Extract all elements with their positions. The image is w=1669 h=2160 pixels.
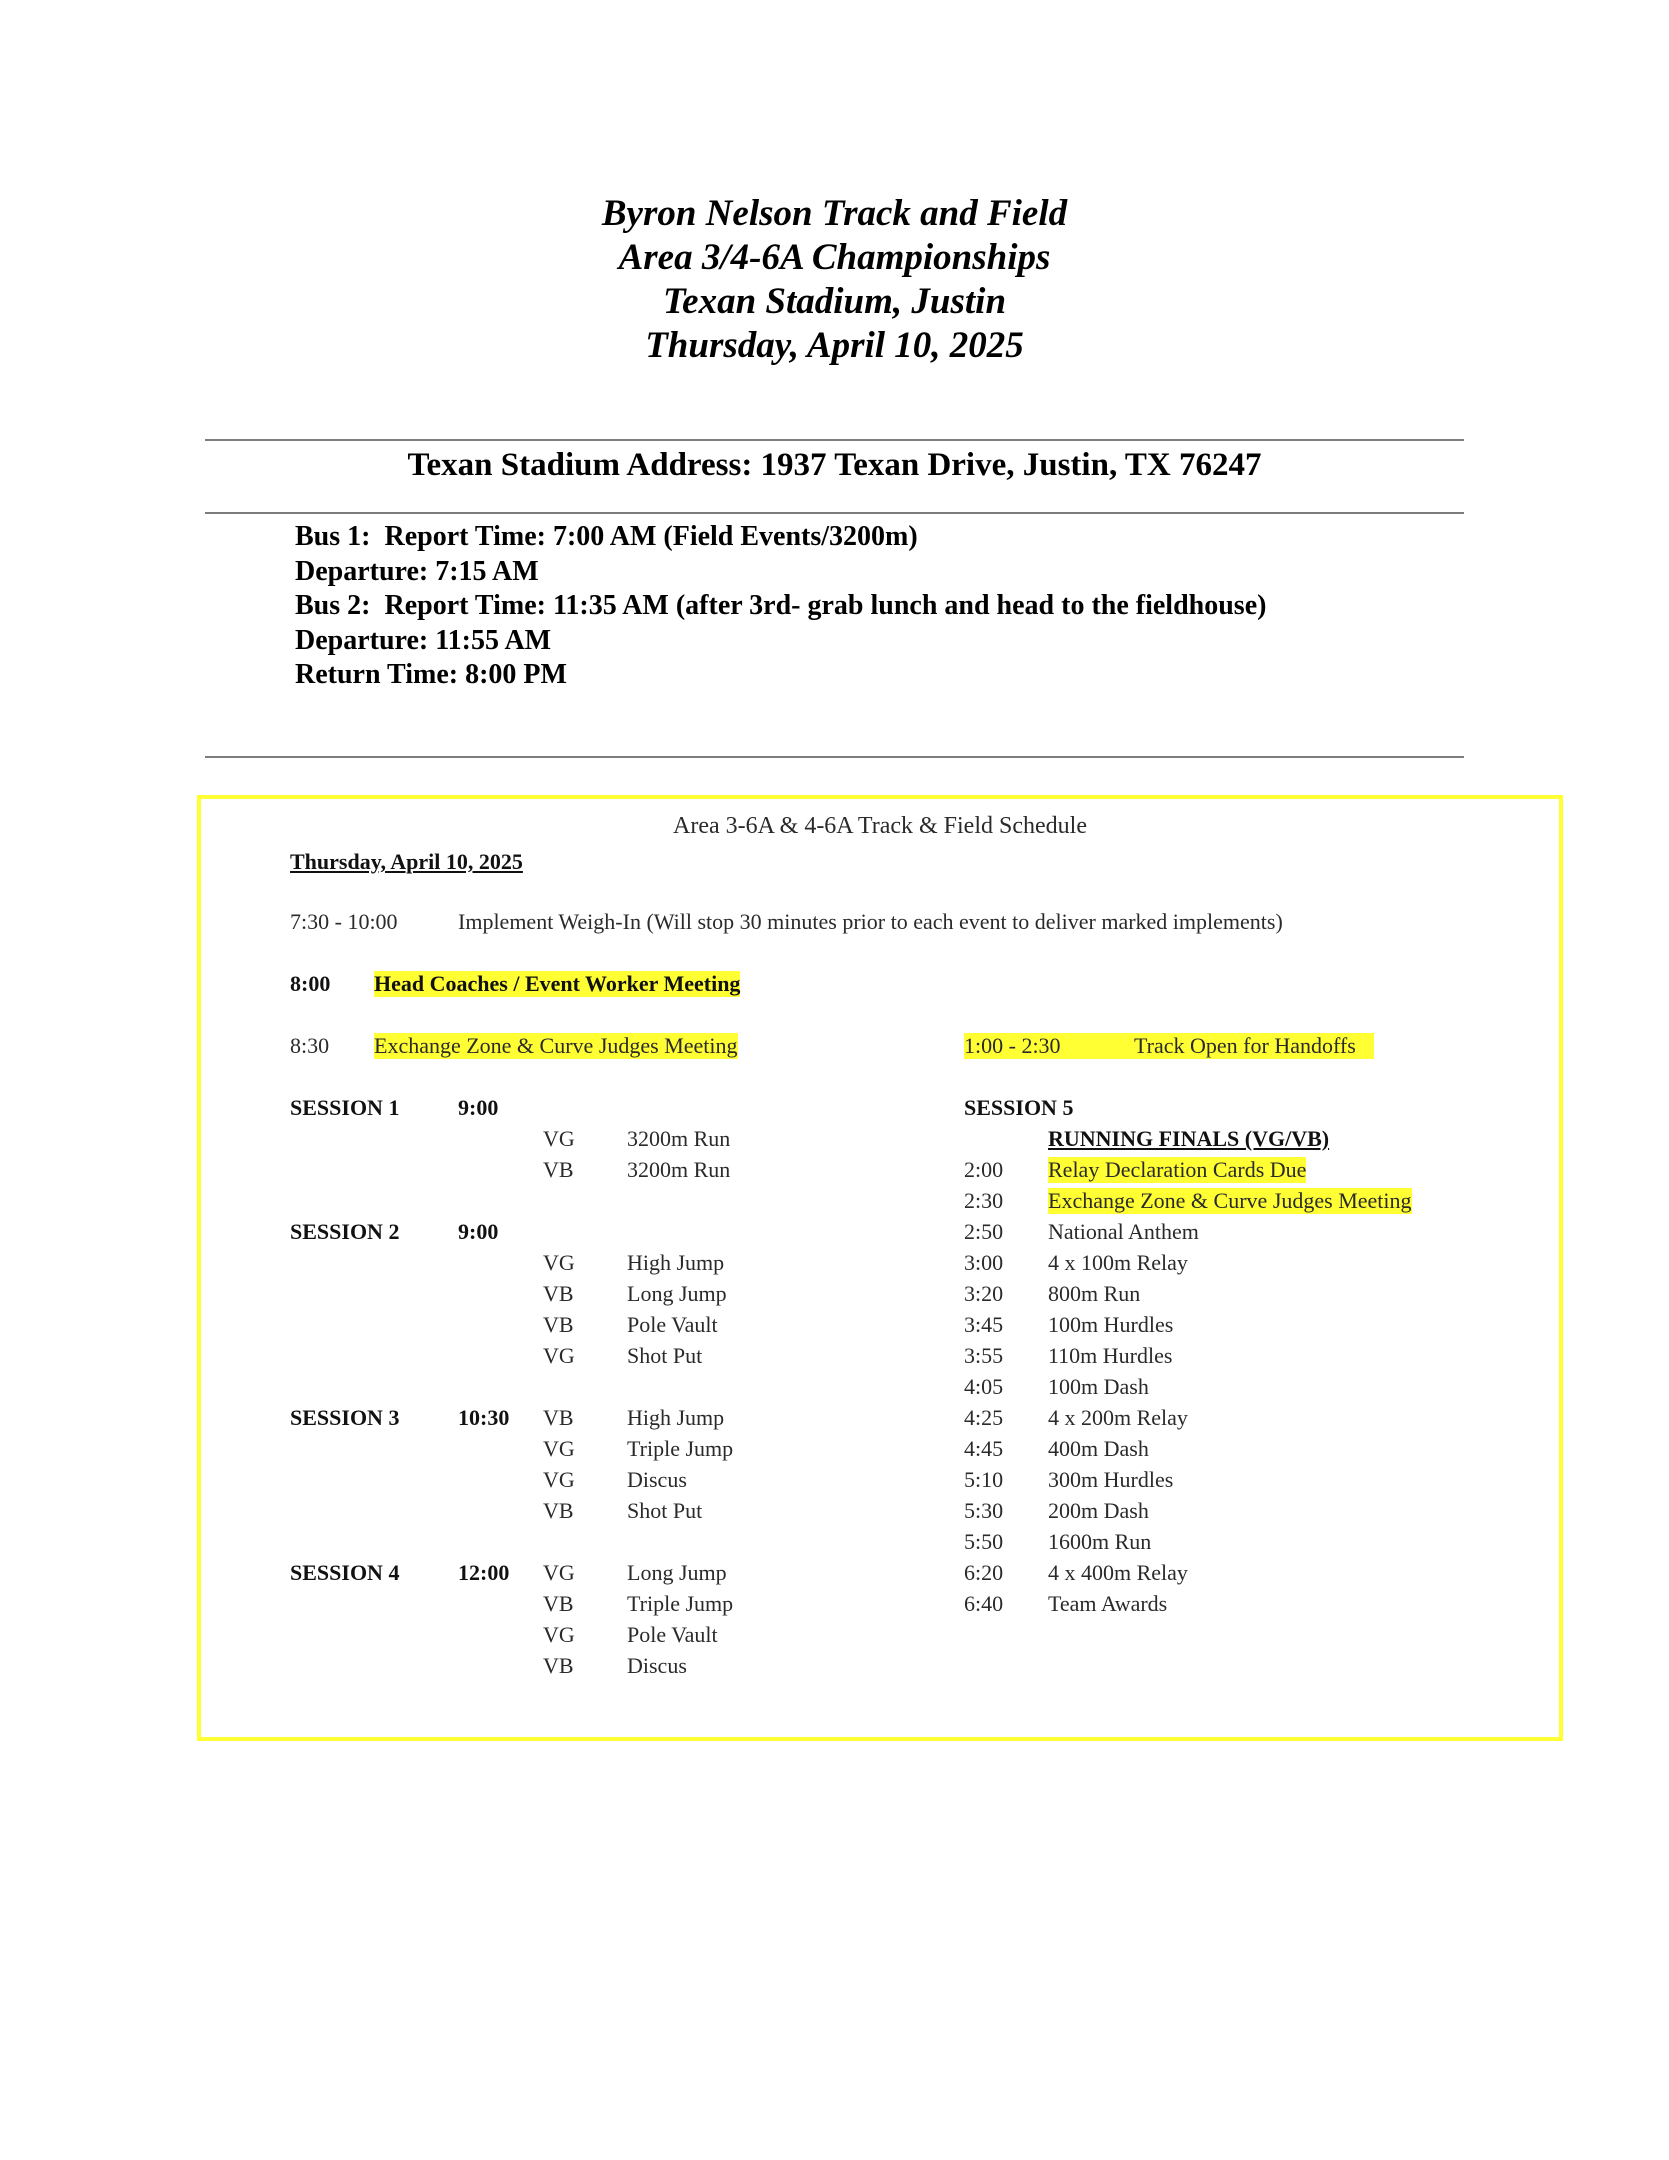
session-name: SESSION 1 <box>290 1095 400 1120</box>
bus-info-line: Departure: 7:15 AM <box>295 555 539 587</box>
session-subtitle: RUNNING FINALS (VG/VB) <box>1048 1126 1330 1151</box>
division: VB <box>543 1653 574 1678</box>
session5-time: 3:45 <box>964 1312 1004 1337</box>
event-name: Triple Jump <box>627 1436 734 1461</box>
session-name: SESSION 5 <box>964 1095 1074 1120</box>
title-line: Thursday, April 10, 2025 <box>645 325 1024 366</box>
divider <box>205 439 1464 441</box>
session5-event: Exchange Zone & Curve Judges Meeting <box>1048 1188 1412 1213</box>
division: VB <box>543 1312 574 1337</box>
handoffs-text: Track Open for Handoffs <box>1134 1033 1356 1058</box>
meeting-time: 8:30 <box>290 1033 330 1058</box>
session5-time: 5:30 <box>964 1498 1004 1523</box>
title-line: Byron Nelson Track and Field <box>601 193 1068 234</box>
schedule-frame <box>197 795 1563 1741</box>
session5-time: 4:25 <box>964 1405 1004 1430</box>
weigh-in-text: Implement Weigh-In (Will stop 30 minutes prior to each event to deliver marked implements) <box>458 909 1283 934</box>
division: VB <box>543 1591 574 1616</box>
session5-time: 5:10 <box>964 1467 1004 1492</box>
session5-event: National Anthem <box>1048 1219 1199 1244</box>
session5-event: 110m Hurdles <box>1048 1343 1173 1368</box>
event-name: Discus <box>627 1653 687 1678</box>
session-time: 10:30 <box>458 1405 510 1430</box>
schedule-title: Area 3-6A & 4-6A Track & Field Schedule <box>673 813 1087 839</box>
session5-event: 200m Dash <box>1048 1498 1149 1523</box>
meeting-text: Exchange Zone & Curve Judges Meeting <box>374 1033 738 1058</box>
session-name: SESSION 4 <box>290 1560 400 1585</box>
event-name: 3200m Run <box>627 1157 731 1182</box>
division: VG <box>543 1622 575 1647</box>
session5-time: 6:20 <box>964 1560 1004 1585</box>
division: VB <box>543 1281 574 1306</box>
title-line: Texan Stadium, Justin <box>662 281 1007 322</box>
session5-event: 4 x 400m Relay <box>1048 1560 1188 1585</box>
session5-time: 2:50 <box>964 1219 1004 1244</box>
schedule-date: Thursday, April 10, 2025 <box>290 849 523 874</box>
division: VG <box>543 1343 575 1368</box>
session5-event: 4 x 200m Relay <box>1048 1405 1188 1430</box>
session5-event: 100m Hurdles <box>1048 1312 1174 1337</box>
divider <box>205 756 1464 758</box>
meeting-time: 8:00 <box>290 971 331 996</box>
session-time: 12:00 <box>458 1560 510 1585</box>
division: VB <box>543 1498 574 1523</box>
session5-time: 2:30 <box>964 1188 1004 1213</box>
session5-time: 4:05 <box>964 1374 1004 1399</box>
divider <box>205 512 1464 514</box>
stadium-address: Texan Stadium Address: 1937 Texan Drive, Justin, TX 76247 <box>407 447 1262 483</box>
bus-info-line: Return Time: 8:00 PM <box>295 659 567 690</box>
event-name: High Jump <box>627 1250 725 1275</box>
division: VG <box>543 1436 575 1461</box>
event-name: Pole Vault <box>627 1312 718 1337</box>
event-name: Shot Put <box>627 1343 703 1368</box>
event-name: High Jump <box>627 1405 725 1430</box>
session-name: SESSION 3 <box>290 1405 400 1430</box>
session-time: 9:00 <box>458 1219 499 1244</box>
bus-info-line: Departure: 11:55 AM <box>295 624 552 656</box>
handoffs-time: 1:00 - 2:30 <box>964 1033 1061 1058</box>
division: VG <box>543 1467 575 1492</box>
handoffs-row <box>964 1033 1374 1059</box>
document-title <box>0 192 1669 368</box>
division: VG <box>543 1250 575 1275</box>
session5-time: 2:00 <box>964 1157 1004 1182</box>
session5-event: 800m Run <box>1048 1281 1141 1306</box>
event-name: Long Jump <box>627 1281 727 1306</box>
session5-time: 3:55 <box>964 1343 1004 1368</box>
session5-time: 3:00 <box>964 1250 1004 1275</box>
session5-time: 3:20 <box>964 1281 1004 1306</box>
session5-time: 6:40 <box>964 1591 1004 1616</box>
session5-event: 300m Hurdles <box>1048 1467 1174 1492</box>
session5-event: 400m Dash <box>1048 1436 1149 1461</box>
division: VB <box>543 1157 574 1182</box>
event-name: Shot Put <box>627 1498 703 1523</box>
event-name: Long Jump <box>627 1560 727 1585</box>
bus-info-line: Bus 1: Report Time: 7:00 AM (Field Events/3200m) <box>295 521 918 552</box>
session5-event: 1600m Run <box>1048 1529 1152 1554</box>
event-name: Triple Jump <box>627 1591 734 1616</box>
session-name: SESSION 2 <box>290 1219 400 1244</box>
division: VG <box>543 1126 575 1151</box>
session-time: 9:00 <box>458 1095 499 1120</box>
event-name: 3200m Run <box>627 1126 731 1151</box>
bus-info-line: Bus 2: Report Time: 11:35 AM (after 3rd- grab lunch and head to the fieldhouse) <box>295 590 1267 621</box>
session5-event: Team Awards <box>1048 1591 1168 1616</box>
division: VB <box>543 1405 574 1430</box>
title-line: Area 3/4-6A Championships <box>618 237 1051 278</box>
session5-event: 4 x 100m Relay <box>1048 1250 1188 1275</box>
session5-time: 5:50 <box>964 1529 1004 1554</box>
bus-info <box>295 520 1266 693</box>
session5-event: Relay Declaration Cards Due <box>1048 1157 1307 1182</box>
session5-event: 100m Dash <box>1048 1374 1149 1399</box>
event-name: Pole Vault <box>627 1622 718 1647</box>
event-name: Discus <box>627 1467 687 1492</box>
weigh-in-time: 7:30 - 10:00 <box>290 909 398 934</box>
session5-time: 4:45 <box>964 1436 1004 1461</box>
division: VG <box>543 1560 575 1585</box>
meeting-text: Head Coaches / Event Worker Meeting <box>374 971 741 996</box>
